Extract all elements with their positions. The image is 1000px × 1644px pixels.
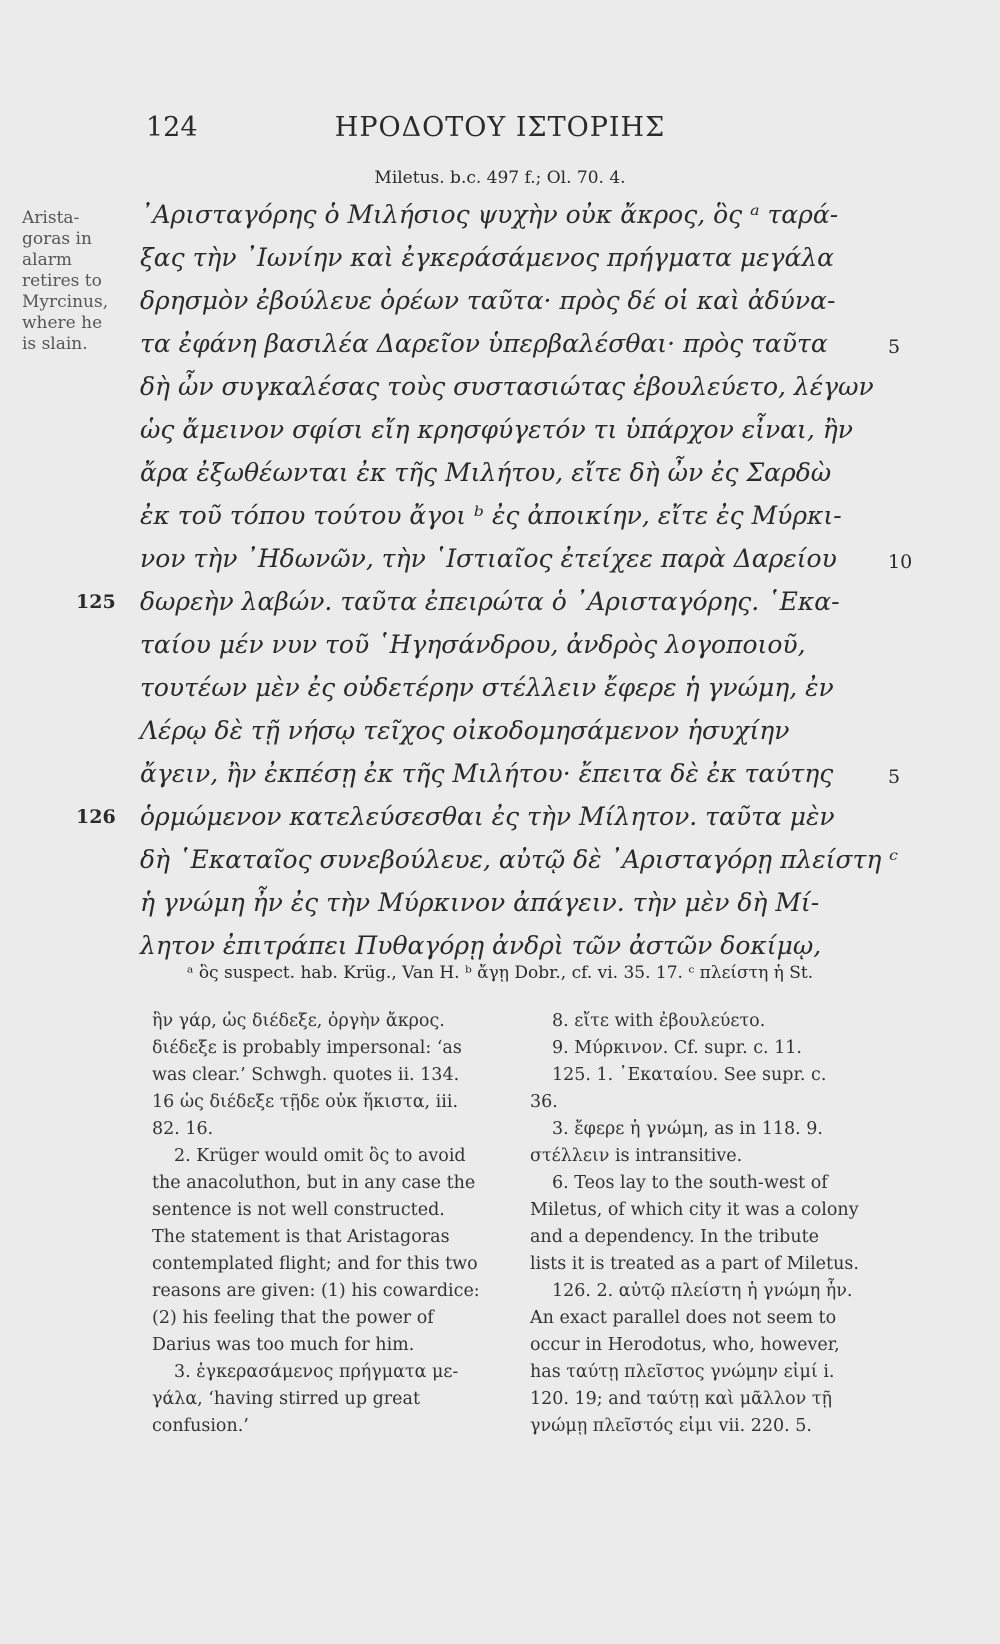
note-line: and a dependency. In the tribute xyxy=(530,1227,819,1247)
note-line: 2. Krüger would omit ὃς to avoid xyxy=(174,1146,466,1166)
commentary-left-column xyxy=(152,1008,480,1440)
note-line: (2) his feeling that the power of xyxy=(152,1308,434,1328)
text-line: ᾿Αρισταγόρης ὁ Μιλήσιος ψυχὴν οὐκ ἄκρος, ὃς ᵃ ταρά- xyxy=(140,200,839,229)
sidenote-line: Arista- xyxy=(22,208,80,228)
note-line: 120. 19; and ταύτῃ καὶ μᾶλλον τῇ xyxy=(530,1389,833,1409)
text-line: ἄγειν, ἢν ἐκπέσῃ ἐκ τῆς Μιλήτου· ἔπειτα δὲ ἐκ ταύτης xyxy=(140,759,834,788)
note-line: 126. 2. αὐτῷ πλείστη ἡ γνώμη ἦν. xyxy=(552,1281,853,1301)
note-line: lists it is treated as a part of Miletus. xyxy=(530,1254,859,1274)
text-line: ἡ γνώμη ἦν ἐς τὴν Μύρκινον ἀπάγειν. τὴν μὲν δὴ Μί- xyxy=(140,888,820,917)
text-line: ὁρμώμενον κατελεύσεσθαι ἐς τὴν Μίλητον. ταῦτα μὲν xyxy=(140,802,835,831)
note-line: the anacoluthon, but in any case the xyxy=(152,1173,476,1193)
commentary-right-column xyxy=(530,1008,859,1440)
note-line: στέλλειν is intransitive. xyxy=(530,1146,743,1166)
line-number: 10 xyxy=(888,551,913,573)
text-line: δὴ ῾Εκαταῖος συνεβούλευε, αὐτῷ δὲ ᾿Αρισταγόρῃ πλείστη ᶜ xyxy=(140,845,899,874)
note-line: Darius was too much for him. xyxy=(152,1335,415,1355)
sidenote-line: where he xyxy=(22,313,103,333)
subhead: Miletus. b.c. 497 f.; Ol. 70. 4. xyxy=(374,168,626,188)
text-line: ἐκ τοῦ τόπου τούτου ἄγοι ᵇ ἐς ἀποικίην, εἴτε ἐς Μύρκι- xyxy=(140,501,842,530)
text-line: τουτέων μὲν ἐς οὐδετέρην στέλλειν ἔφερε ἡ γνώμη, ἐν xyxy=(140,673,834,702)
text-line: λητον ἐπιτράπει Πυθαγόρῃ ἀνδρὶ τῶν ἀστῶν δοκίμῳ, xyxy=(140,931,822,960)
critical-apparatus: ᵃ ὃς suspect. hab. Krüg., Van H. ᵇ ἄγῃ Dobr., cf. vi. 35. 17. ᶜ πλείστη ἡ St. xyxy=(186,963,814,983)
text-line: νον τὴν ᾿Ηδωνῶν, τὴν ῾Ιστιαῖος ἐτείχεε παρὰ Δαρείου xyxy=(140,544,837,573)
note-line: sentence is not well constructed. xyxy=(152,1200,445,1220)
text-line: δρησμὸν ἐβούλευε ὁρέων ταῦτα· πρὸς δέ οἱ καὶ ἀδύνα- xyxy=(140,286,836,315)
chapter-number: 126 xyxy=(76,806,116,828)
sidenote-line: alarm xyxy=(22,250,72,270)
note-line: γνώμῃ πλεῖστός εἰμι vii. 220. 5. xyxy=(530,1416,812,1436)
chapter-number: 125 xyxy=(76,591,116,613)
note-line: was clear.’ Schwgh. quotes ii. 134. xyxy=(152,1065,460,1085)
note-line: 6. Teos lay to the south-west of xyxy=(552,1173,828,1193)
line-number: 5 xyxy=(888,336,901,358)
note-line: 8. εἴτε with ἐβουλεύετο. xyxy=(552,1011,766,1031)
text-line: ξας τὴν ᾿Ιωνίην καὶ ἐγκεράσάμενος πρήγματα μεγάλα xyxy=(140,243,835,272)
note-line: 82. 16. xyxy=(152,1119,214,1139)
note-line: Miletus, of which city it was a colony xyxy=(530,1200,859,1220)
note-line: occur in Herodotus, who, however, xyxy=(530,1335,840,1355)
note-line: ἢν γάρ, ὡς διέδεξε, ὀργὴν ἄκρος. xyxy=(152,1011,445,1031)
note-line: 36. xyxy=(530,1092,558,1112)
text-line: ὡς ἄμεινον σφίσι εἴη κρησφύγετόν τι ὑπάρχον εἶναι, ἢν xyxy=(140,415,853,444)
note-line: διέδεξε is probably impersonal: ‘as xyxy=(152,1038,462,1058)
text-line: Λέρῳ δὲ τῇ νήσῳ τεῖχος οἰκοδομησάμενον ἡσυχίην xyxy=(140,716,790,745)
note-line: contemplated flight; and for this two xyxy=(152,1254,478,1274)
margin-sidenote xyxy=(22,208,130,355)
text-line: ἄρα ἐξωθέωνται ἐκ τῆς Μιλήτου, εἴτε δὴ ὦν ἐς Σαρδὼ xyxy=(140,458,832,487)
sidenote-line: retires to xyxy=(22,271,102,291)
page-number: 124 xyxy=(146,112,198,143)
text-line: δὴ ὦν συγκαλέσας τοὺς συστασιώτας ἐβουλεύετο, λέγων xyxy=(140,372,874,401)
note-line: confusion.’ xyxy=(152,1416,249,1436)
note-line: has ταύτῃ πλεῖστος γνώμην εἰμί i. xyxy=(530,1362,835,1382)
note-line: γάλα, ‘having stirred up great xyxy=(152,1389,420,1409)
line-number: 5 xyxy=(888,766,901,788)
note-line: 125. 1. ῾Εκαταίου. See supr. c. xyxy=(552,1065,827,1085)
note-line: 16 ὡς διέδεξε τῇδε οὐκ ἥκιστα, iii. xyxy=(152,1092,459,1112)
running-head: ΗΡΟΔΟΤΟΥ ΙΣΤΟΡΙΗΣ xyxy=(334,112,666,143)
note-line: 9. Μύρκινον. Cf. supr. c. 11. xyxy=(552,1038,802,1058)
text-line: ταίου μέν νυν τοῦ ῾Ηγησάνδρου, ἀνδρὸς λογοποιοῦ, xyxy=(140,630,806,659)
sidenote-line: Myrcinus, xyxy=(22,292,109,312)
text-line: τα ἐφάνη βασιλέα Δαρεῖον ὑπερβαλέσθαι· πρὸς ταῦτα xyxy=(140,329,828,358)
text-line: δωρεὴν λαβών. ταῦτα ἐπειρώτα ὁ ᾿Αρισταγόρης. ῾Εκα- xyxy=(140,587,840,616)
note-line: The statement is that Aristagoras xyxy=(152,1227,450,1247)
sidenote-line: goras in xyxy=(22,229,92,249)
note-line: An exact parallel does not seem to xyxy=(530,1308,837,1328)
note-line: reasons are given: (1) his cowardice: xyxy=(152,1281,480,1301)
note-line: 3. ἔφερε ἡ γνώμη, as in 118. 9. xyxy=(552,1119,823,1139)
note-line: 3. ἐγκερασάμενος πρήγματα με- xyxy=(174,1362,459,1382)
sidenote-line: is slain. xyxy=(22,334,88,354)
